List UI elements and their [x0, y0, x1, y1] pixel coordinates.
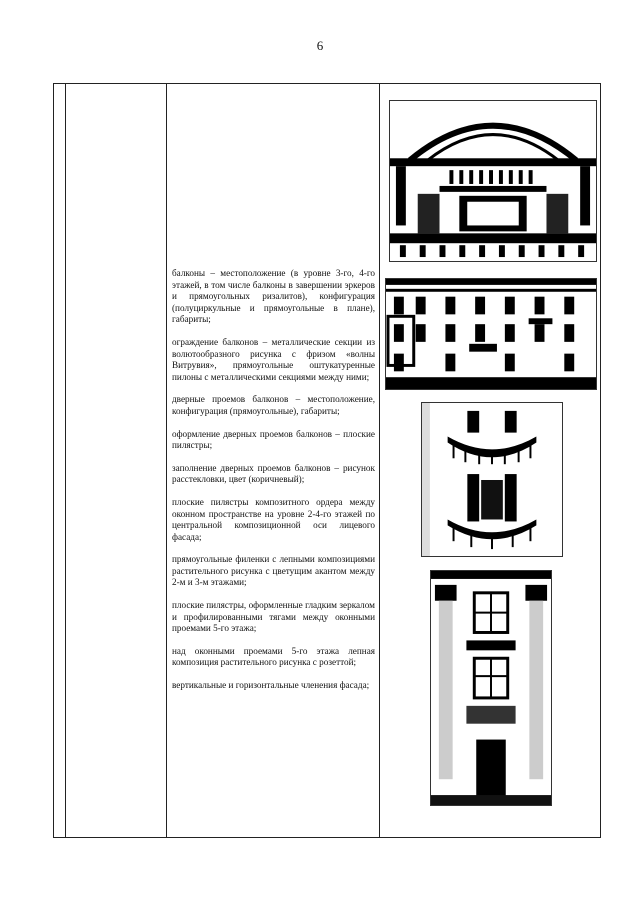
paragraph-flat-pilasters: плоские пилястры, оформленные гладким зеркалом и профилированными тягами между оконными проемами 5-го этажа;	[172, 600, 375, 634]
page-number: 6	[316, 38, 324, 53]
paragraph-composite-pilasters: плоские пилястры композитного ордера между оконном пространстве на уровне 2-4-го этажей по центральной композиционной оси лицевого фасада;	[172, 496, 375, 542]
paragraph-facade-divisions: вертикальные и горизонтальные членения фасада;	[172, 680, 370, 691]
facade-photo-4	[430, 570, 552, 806]
paragraph-door-filling: заполнение дверных проемов балконов – рисунок расстекловки, цвет (коричневый);	[172, 462, 375, 485]
facade-photo-2	[385, 278, 597, 390]
paragraph-door-decoration: оформление дверных проемов балконов – плоские пилястры;	[172, 428, 375, 451]
paragraph-rosette: над оконными проемами 5-го этажа лепная композиция растительного рисунка с розеттой;	[172, 645, 375, 668]
facade-photo-3	[421, 402, 563, 557]
paragraph-balcony-railing: ограждение балконов – металлические секции из волютообразного рисунка с фризом «волны Витрувия», прямоугольные оштукатуренные пилоны с металлическими секциями между ними;	[172, 336, 375, 382]
table-column-divider-1	[65, 83, 66, 838]
paragraph-balcony-doors: дверные проемов балконов – местоположение, конфигурация (прямоугольные), габариты;	[172, 394, 375, 416]
table-column-divider-2	[166, 83, 167, 838]
paragraph-balconies: балконы – местоположение (в уровне 3-го, 4-го этажей, в том числе балконы в завершении эркеров и прямоугольных ризалитов), конфигурация (полуциркульные и прямоугольные в плане), габариты;	[172, 268, 375, 325]
facade-photo-1	[389, 100, 597, 262]
paragraph-panels: прямоугольные филенки с лепными композициями растительного рисунка с цветущим акантом между 2-м и 3-м этажами;	[172, 554, 375, 588]
description-column	[172, 268, 375, 703]
table-column-divider-3	[379, 83, 380, 838]
